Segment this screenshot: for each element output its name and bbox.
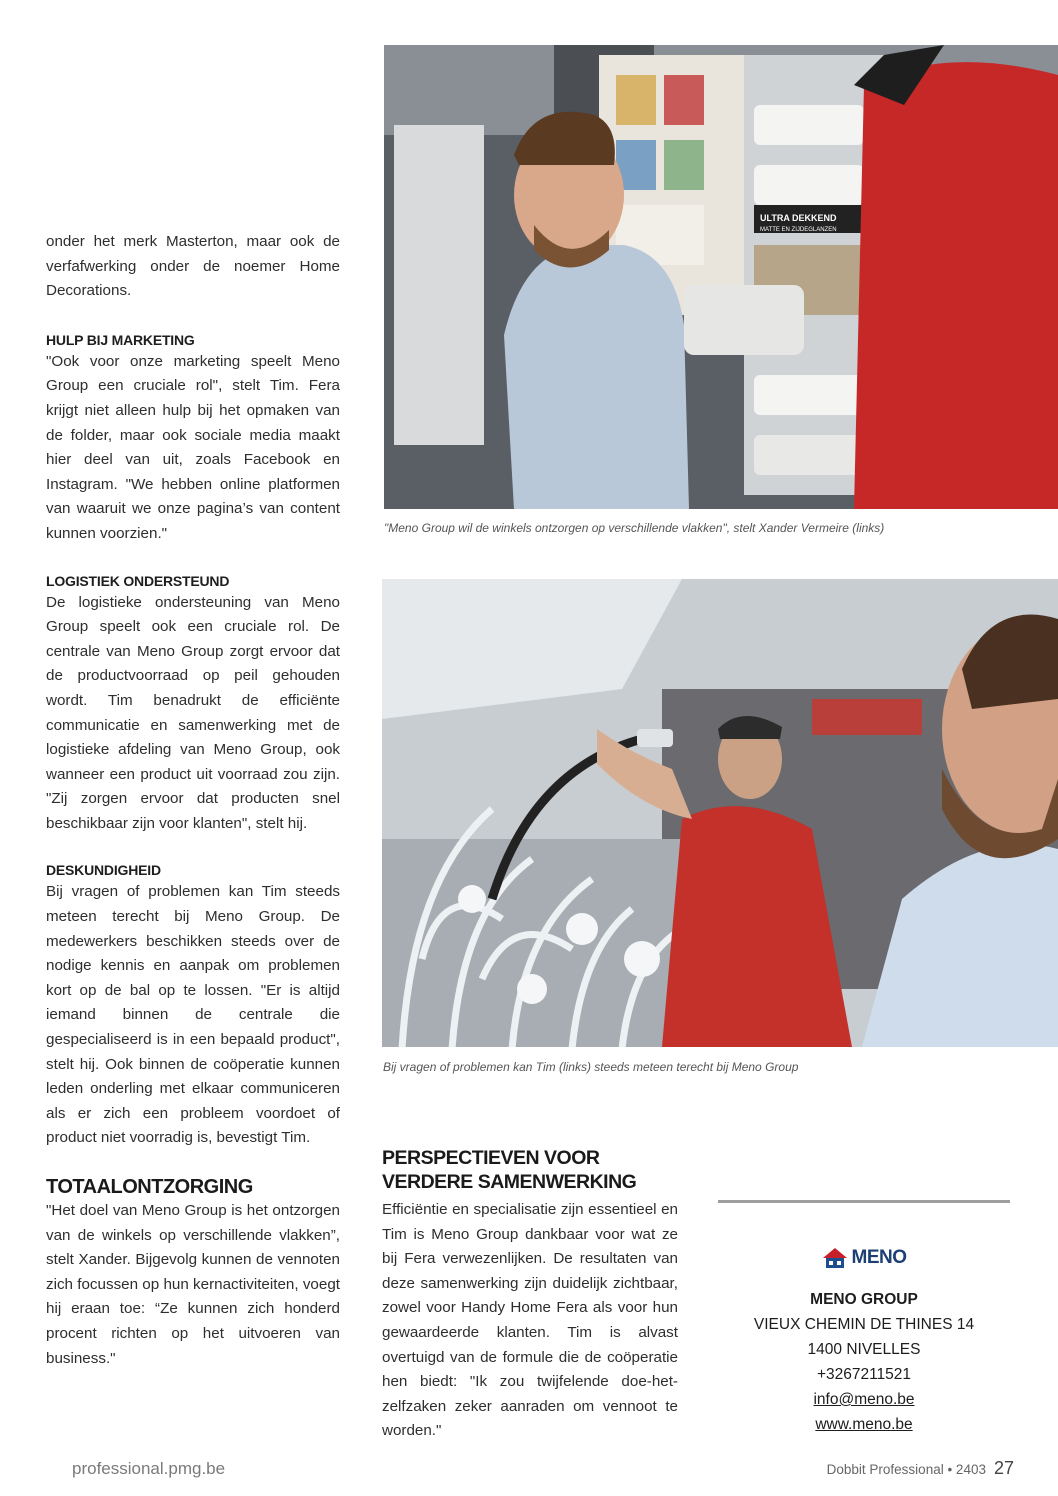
section-body-totaalontzorging: "Het doel van Meno Group is het ontzorgen van de winkels op verschillende vlakken”, stelt Xander. Bijgevolg kunnen de vennoten zich focussen op hun kernactiviteiten, voegt hij eraan toe: “Ze kunnen zich honderd procent richten op het uitvoeren van business.": [46, 1202, 340, 1367]
publication-name: Dobbit Professional • 2403: [826, 1462, 986, 1477]
company-name: MENO GROUP: [810, 1291, 918, 1308]
middle-column: [382, 1146, 678, 1444]
section-heading-logistiek: LOGISTIEK ONDERSTEUND: [46, 572, 230, 589]
section-heading-deskundigheid: DESKUNDIGHEID: [46, 862, 161, 879]
email-link[interactable]: info@meno.be: [813, 1391, 915, 1408]
meno-logo-text: MENO: [851, 1247, 907, 1268]
intro-paragraph: onder het merk Masterton, maar ook de verfafwerking onder de noemer Home Decorations.: [46, 233, 340, 300]
card-divider: [718, 1200, 1010, 1203]
photo-faucet-display-illustration: [382, 579, 1058, 1047]
section-body-logistiek: De logistieke ondersteuning van Meno Group speelt ook een cruciale rol. De centrale van Meno Group zorgt ervoor dat de productvoorraad op peil gehouden wordt. Tim benadrukt de efficiënte communicatie en samenwerking met de logistieke afdeling van Meno Group, ook wanneer een product uit voorraad zou zijn. "Zij zorgen ervoor dat producten snel beschikbaar zijn voor klanten", stelt hij.: [46, 593, 340, 832]
website-link[interactable]: www.meno.be: [815, 1416, 913, 1433]
phone-number: +3267211521: [816, 1366, 912, 1383]
section-heading-marketing: HULP BIJ MARKETING: [46, 331, 195, 348]
photo-paint-shelf: [384, 45, 1058, 509]
address-city: 1400 NIVELLES: [807, 1341, 921, 1358]
address-street: VIEUX CHEMIN DE THINES 14: [753, 1316, 975, 1333]
perspectieven-body: Efficiëntie en specialisatie zijn essentieel en Tim is Meno Group dankbaar voor wat ze bij Fera verwezenlijken. De resultaten van deze samenwerking zijn duidelijk zichtbaar, zowel voor Handy Home Fera als voor hun gewaardeerde klanten. Tim is alvast overtuigd van de formule die de coöperatie hen biedt: "Ik zou twijfelende doe-het-zelfzaken zeker aanraden om vennoot te worden.": [382, 1201, 678, 1440]
footer-publication: [827, 1458, 1014, 1479]
section-heading-totaalontzorging: TOTAALONTZORGING: [46, 1176, 253, 1198]
meno-logo-icon: [822, 1247, 848, 1269]
photo-faucet-display: [382, 579, 1058, 1047]
bottom-photo-caption: Bij vragen of problemen kan Tim (links) steeds meteen terecht bij Meno Group: [383, 1060, 799, 1074]
page-number: 27: [993, 1458, 1014, 1478]
contact-card: [718, 1200, 1010, 1437]
shelf-banner-text-2: MATTE EN ZIJDEGLANZEN: [760, 227, 837, 233]
perspectieven-heading: PERSPECTIEVEN VOOR VERDERE SAMENWERKING: [382, 1147, 637, 1193]
shelf-banner-text-1: ULTRA DEKKEND: [760, 213, 837, 223]
section-body-deskundigheid: Bij vragen of problemen kan Tim steeds meteen terecht bij Meno Group. De medewerkers beschikken steeds over de nodige kennis en aanpak om problemen kort op de bal op te lossen. "Er is altijd iemand binnen de centrale die gespecialiseerd is in een bepaald product", stelt hij. Ook binnen de coöperatie kunnen leden onderling met elkaar communiceren als er zich een probleem voordoet of product niet voorradig is, bevestigt Tim.: [46, 883, 340, 1147]
top-photo-caption: "Meno Group wil de winkels ontzorgen op verschillende vlakken", stelt Xander Vermeire (links): [384, 521, 885, 535]
left-column: [46, 230, 340, 1371]
section-body-marketing: "Ook voor onze marketing speelt Meno Group een cruciale rol", stelt Tim. Fera krijgt niet alleen hulp bij het opmaken van de folder, maar ook sociale media maakt hier deel van uit, zoals Facebook en Instagram. "We hebben online platformen van waaruit we onze pagina’s van content kunnen voorzien.": [46, 352, 340, 542]
photo-paint-shelf-illustration: [384, 45, 1058, 509]
footer-site-link[interactable]: professional.pmg.be: [72, 1459, 226, 1478]
meno-logo: [822, 1247, 907, 1269]
